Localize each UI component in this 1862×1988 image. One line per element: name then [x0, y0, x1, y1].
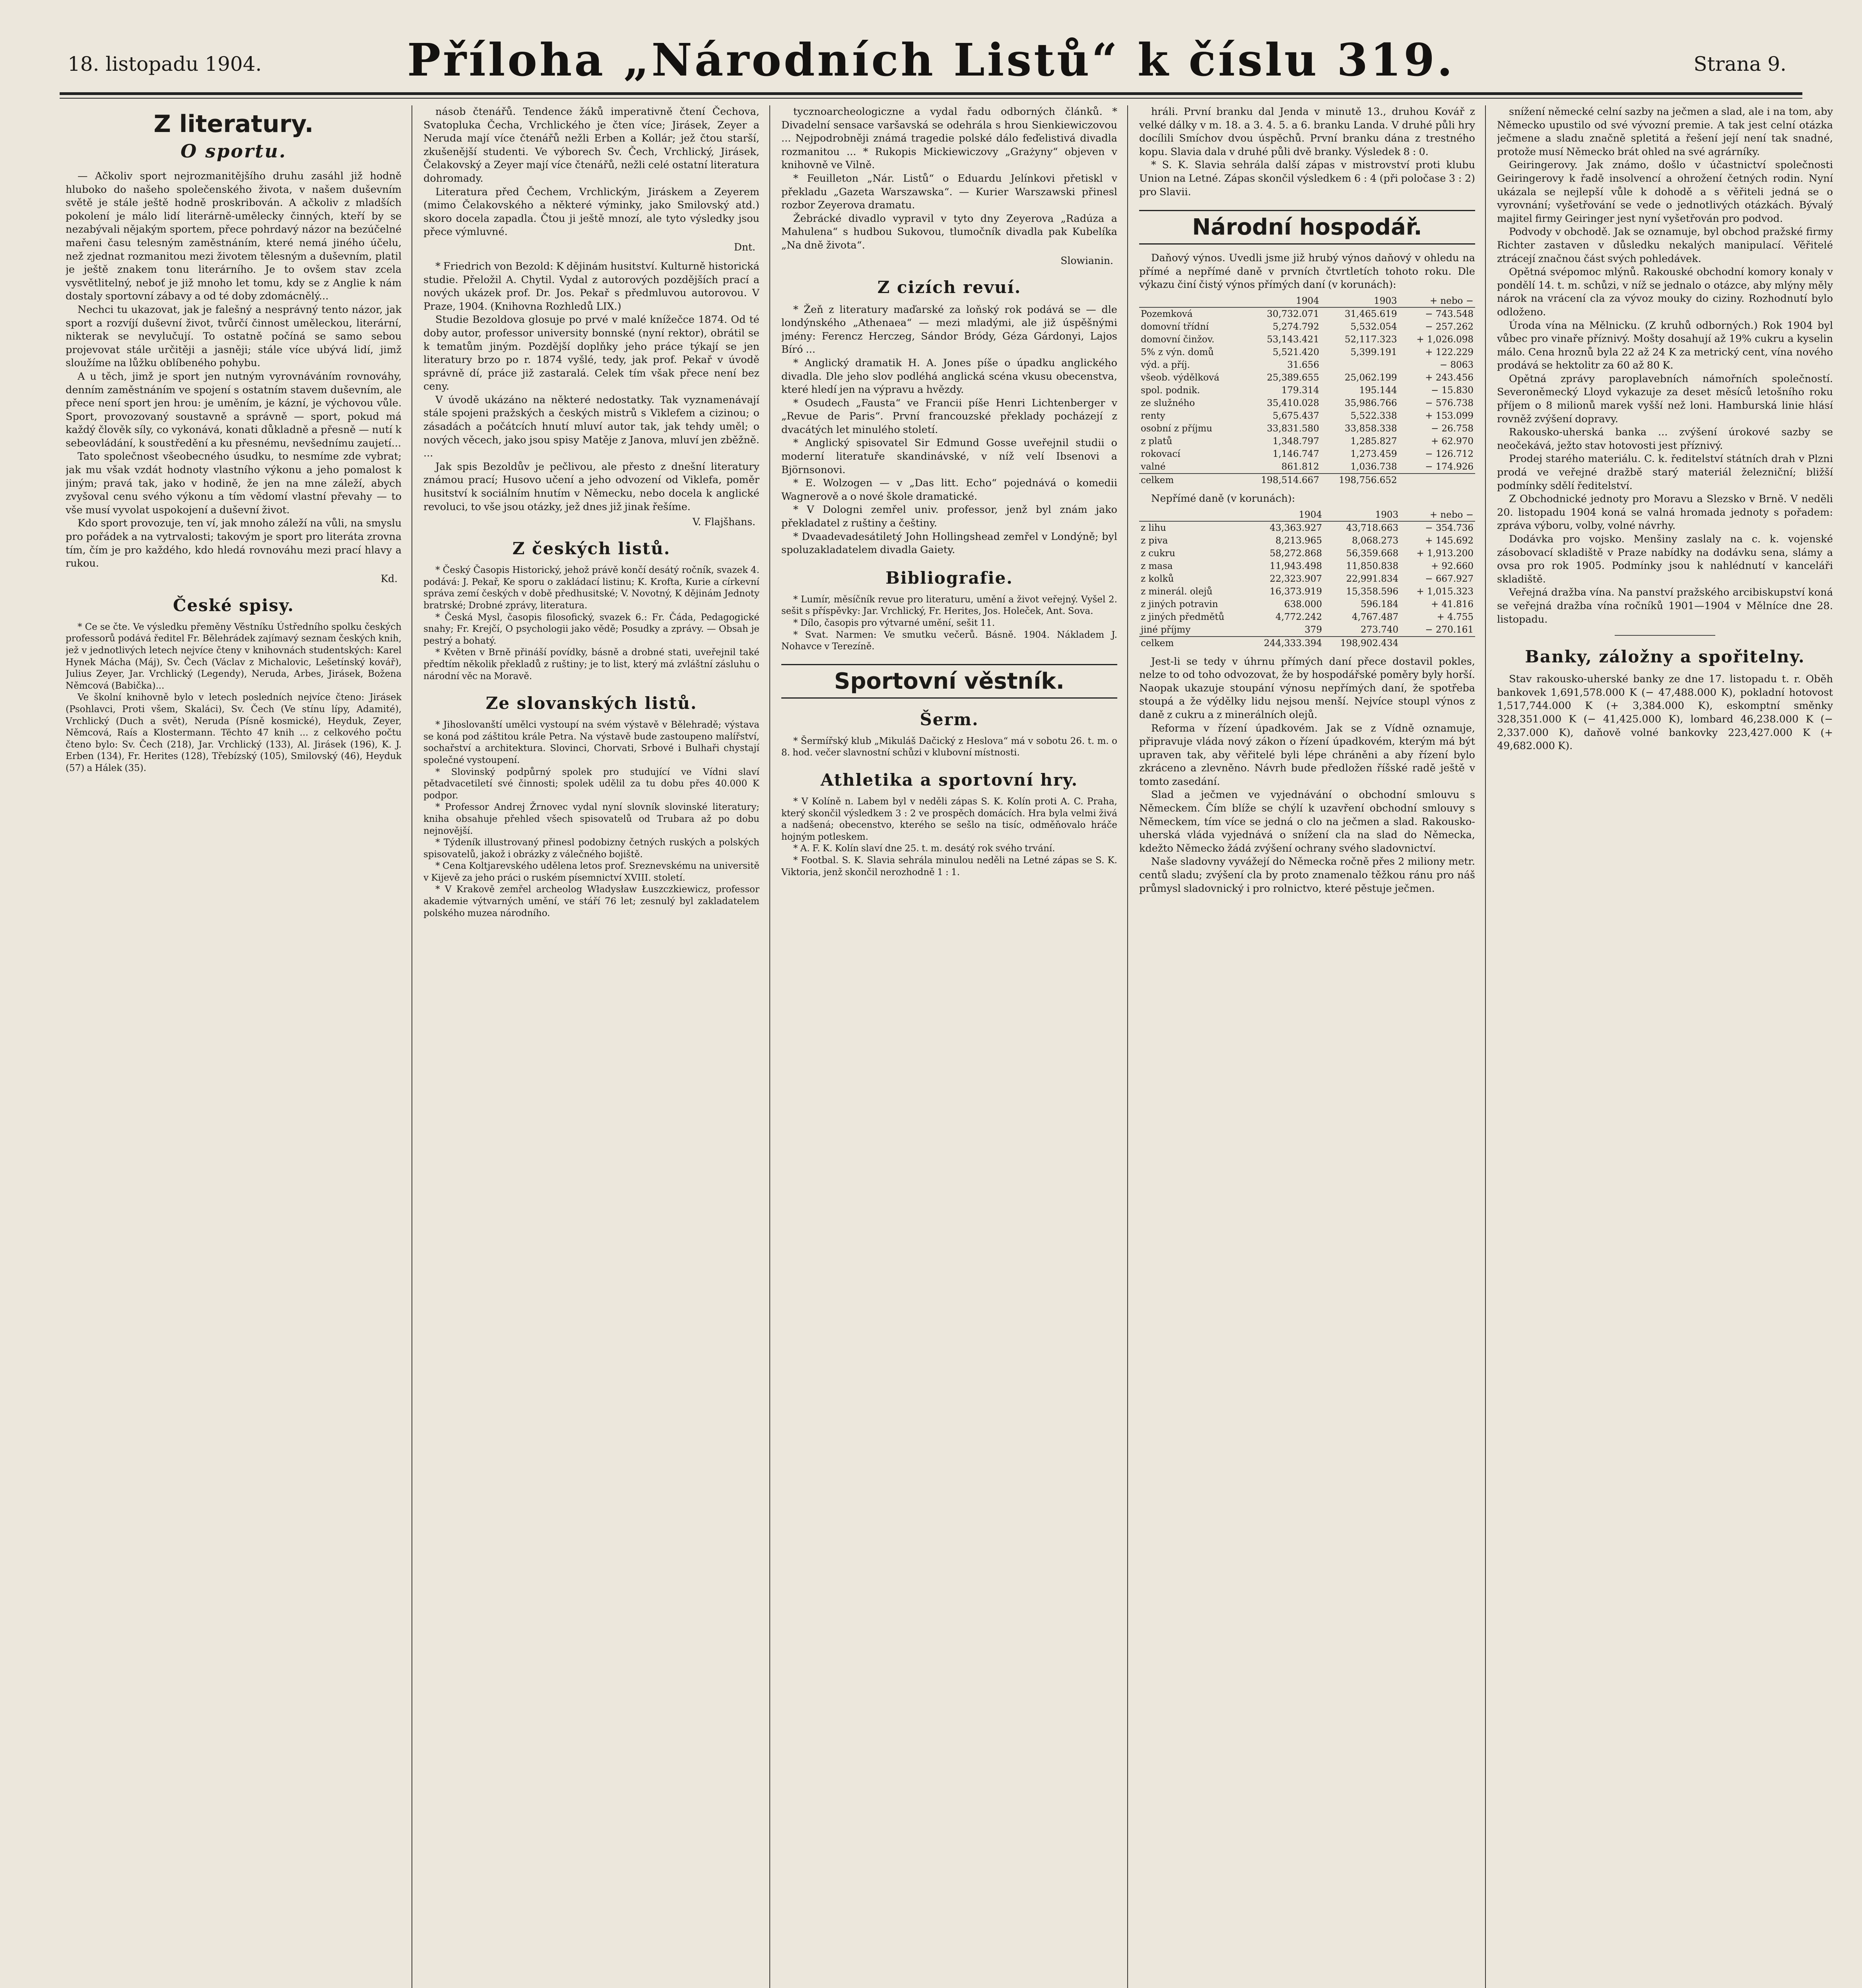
- column-header: + nebo −: [1400, 509, 1475, 521]
- article-text: — Ačkoliv sport nejrozmanitějšího druhu zasáhl již hodně hluboko do našeho společenského života, v našem duševním světě je stále ještě hodně proskribován. A ačkoliv z mladších pokolení je málo lidí literárně-umělecky činných, kteří by se nezabývali nějakým sportem, přece pohrdavý názor na bezúčelné mařeni času telesným zaměstnáním, které nemá jiného účelu, než zjednat rozmanitou mezi životem tělesným a duševním, platil je ještě znakem tonu literárního. Je to ovšem stav zcela vysvětlitelný, neboť je již mnoho let tomu, kdy se z Anglie k nám dostaly sportovní zábavy a od té doby zdomácnělý...: [66, 170, 402, 303]
- article-text: * Český Časopis Historický, jehož právě končí desátý ročník, svazek 4. podává: J. Pekař, Ke sporu o zakládací listinu; K. Krofta, Kurie a církevní správa zemí českých v době předhusitské; V. Novotný, K dějinám Jednoty bratrské; Drobné zprávy, literatura.: [423, 565, 759, 611]
- table-cell: + 1,015.323: [1416, 586, 1474, 597]
- article-text: Daňový výnos. Uvedli jsme již hrubý výnos daňový v ohledu na přímé a nepřímé daně v prvních čtvrtletích tohoto roku. Dle výkazu činí čistý výnos přímých daní (v korunách):: [1139, 252, 1475, 291]
- section-heading: Bibliografie.: [885, 568, 1013, 588]
- author-signature: Kd.: [381, 573, 398, 584]
- table-cell: renty: [1141, 410, 1165, 421]
- table-cell: 31.656: [1287, 359, 1319, 370]
- table-cell: Pozemková: [1141, 309, 1193, 319]
- table-row: [1139, 585, 1475, 598]
- table-cell: [1400, 637, 1475, 650]
- table-cell: 53,143.421: [1267, 334, 1319, 345]
- article-text: * Týdeník illustrovaný přinesl podobizny četných ruských a polských spisovatelů, jakož i obrázky z válečného bojiště.: [423, 837, 759, 860]
- table-cell: 31,465.619: [1344, 309, 1397, 319]
- article-text: Veřejná dražba vína. Na panství pražského arcibiskupství koná se veřejná dražba vína ročníků 1901—1904 v Mělníce dne 28. listopadu.: [1497, 586, 1833, 625]
- table-cell: 33,831.580: [1267, 423, 1319, 434]
- subsection-heading: Athletika a sportovní hry.: [820, 770, 1078, 790]
- table-cell: 5,521.420: [1272, 347, 1319, 357]
- table-cell: z jiných potravin: [1141, 599, 1218, 610]
- table-cell: 8,068.273: [1352, 535, 1399, 546]
- article-text: Žebrácké divadlo vypravil v tyto dny Zeyerova „Radúza a Mahulena“ s hudbou Sukovou, tlumočník divadla pak Kubelíka „Na dně života“.: [781, 212, 1117, 251]
- page-number: Strana 9.: [1693, 52, 1786, 76]
- article-text: * Friedrich von Bezold: K dějinám husitství. Kulturně historická studie. Přeložil A. Chytil. Vydal z autorových pozdějších prací a nových ukázek prof. Dr. Jos. Pekař s předmluvou autorovou. V Praze, 1904. (Knihovna Rozhledů LIX.): [423, 260, 759, 313]
- table-cell: 195.144: [1359, 385, 1397, 396]
- table-row: [1139, 637, 1475, 650]
- column-separator: [769, 105, 770, 1988]
- article-text: Kdo sport provozuje, ten ví, jak mnoho záleží na vůli, na smyslu pro pořádek a na vytrvalosti; takovým je sport pro literáta zrovna tím, čím je pro každého, kdo hledá rovnováhu mezi prací hlavy a rukou.: [66, 517, 402, 570]
- table-row: [1139, 435, 1475, 448]
- article-text: * Dílo, časopis pro výtvarné umění, sešit 11.: [793, 618, 995, 628]
- table-row: [1139, 384, 1475, 397]
- article-text: * Svat. Narmen: Ve smutku večerů. Básně. 1904. Nákladem J. Nohavce v Terezíně.: [781, 629, 1117, 652]
- column-header: 1903: [1321, 295, 1399, 307]
- table-row: [1139, 333, 1475, 346]
- table-cell: 638.000: [1284, 599, 1322, 610]
- table-cell: z minerál. olejů: [1141, 586, 1213, 597]
- table-header-row: [1139, 509, 1475, 521]
- article-text: Nepřímé daně (v korunách):: [1151, 492, 1295, 505]
- article-text: * Footbal. S. K. Slavia sehrála minulou neděli na Letné zápas se S. K. Viktoria, jenž skončil nerozhodně 1 : 1.: [781, 855, 1117, 878]
- table-row: [1139, 359, 1475, 371]
- article-text: * Feuilleton „Nár. Listů“ o Eduardu Jelínkovi přetiskl v překladu „Gazeta Warszawska“. — Kurier Warszawski přinesl rozbor Zeyerova dramatu.: [781, 172, 1117, 212]
- table-cell: domovní činžov.: [1141, 334, 1215, 345]
- divider: [1615, 635, 1716, 636]
- article-text: násob čtenářů. Tendence žáků imperativně čtení Čechova, Svatopluka Čecha, Vrchlického je čten více; Jirásek, Zeyer a Neruda mají více čtenářů nežli Erben a Kollár; jež čtou starší, zkušenější studenti. Ve výborech Sv. Čech, Vrchlický, Jirásek, Čelakovský a Zeyer mají více čtenářů, nežli celé ostatní literatura dohromady.: [423, 106, 759, 184]
- table-cell: 43,718.663: [1346, 522, 1399, 533]
- table-cell: 11,850.838: [1346, 561, 1399, 571]
- table-cell: 25,062.199: [1344, 372, 1397, 383]
- table-row: [1139, 611, 1475, 623]
- table-row: [1139, 410, 1475, 422]
- article-text: * Anglický spisovatel Sir Edmund Gosse uveřejnil studii o moderní literatuře skandinávské, v níž velí Ibsenovi a Björnsonovi.: [781, 437, 1117, 476]
- article-text: * V Kolíně n. Labem byl v neděli zápas S. K. Kolín proti A. C. Praha, který skončil výsledkem 3 : 2 ve prospěch domácích. Hra byla velmi živá a nadšená; obecenstvo, kterého se sešlo na tisíc, odměňovalo hráče hojným potleskem.: [781, 796, 1117, 842]
- table-row: [1139, 320, 1475, 333]
- author-signature: V. Flajšhans.: [692, 516, 755, 528]
- column-3: [781, 105, 1117, 1988]
- table-cell: + 92.660: [1431, 561, 1474, 571]
- article-text: Nechci tu ukazovat, jak je falešný a nesprávný tento názor, jak sport a rozvíjí duševní život, tvůrčí činnost uměleckou, literární, nikterak se nevylučují. To ostatně počíná se samo sebou projevovat stále určitěji a jasněji; stále více ubývá lidí, jimž sloužíme na lůžku oblíbeného pohybu.: [66, 303, 402, 369]
- table-cell: 4,767.487: [1352, 612, 1399, 622]
- article-text: snížení německé celní sazby na ječmen a slad, ale i na tom, aby Německo upustilo od své vývozní premie. A tak jest celní otázka ječmene a sladu značně spletitá a řešení její není tak snadné, protože musí Německo brát ohled na své agrárníky.: [1497, 106, 1833, 158]
- article-text: Úroda vína na Mělnicku. (Z kruhů odborných.) Rok 1904 byl vůbec pro vinaře příznivý. Mošty dosahují až 19% cukru a kyselin málo. Cena hroznů byla 22 až 24 K za metrický cent, vína nového prodává se hektolitr za 60 až 80 K.: [1497, 319, 1833, 372]
- table-cell: − 174.926: [1425, 461, 1474, 472]
- article-text: * Dvaadevadesátiletý John Hollingshead zemřel v Londýně; byl spoluzakladatelem divadla Gaiety.: [781, 530, 1117, 556]
- table-row: [1139, 534, 1475, 547]
- article-text: * S. K. Slavia sehrála další zápas v mistrovství proti klubu Union na Letné. Zápas skončil výsledkem 6 : 4 (při poločase 3 : 2) pro Slavii.: [1139, 159, 1475, 198]
- table-cell: z piva: [1141, 535, 1168, 546]
- table-row: [1139, 397, 1475, 410]
- column-separator: [1485, 105, 1486, 1988]
- article-text: Z Obchodnické jednoty pro Moravu a Slezsko v Brně. V neděli 20. listopadu 1904 koná se valná hromada jednoty s pořadem: zpráva výboru, volby, volné návrhy.: [1497, 493, 1833, 532]
- table-cell: 1,273.459: [1350, 448, 1397, 459]
- column-separator: [1127, 105, 1128, 1988]
- table-row: [1139, 460, 1475, 474]
- article-text: Naše sladovny vyvážejí do Německa ročně přes 2 miliony metr. centů sladu; zvýšení cla by proto znamenalo těžkou ránu pro náš průmysl sladovnický i pro rolnictvo, které pěstuje ječmen.: [1139, 856, 1475, 895]
- article-text: V úvodě ukázáno na některé nedostatky. Tak vyznamenávají stále spojeni pražských a českých mistrů s Viklefem a cizinou; o zásadách a počátcích hnutí mluví autor tak, jak tehdy uměl; o nových věcech, jako jsou spisy Matěje z Janova, mluví jen zběžně. ...: [423, 394, 759, 460]
- column-1: [66, 105, 402, 1988]
- table-cell: z platů: [1141, 436, 1173, 447]
- table-cell: 596.184: [1361, 599, 1399, 610]
- table-cell: 52,117.323: [1344, 334, 1397, 345]
- article-text: Dodávka pro vojsko. Menšiny zaslaly na c. k. vojenské zásobovací skladiště v Praze nabídky na dodávku sena, slámy a ovsa pro rok 1905. Podmínky jsou k nahlédnutí v kanceláři skladiště.: [1497, 533, 1833, 585]
- table-cell: + 243.456: [1425, 372, 1474, 383]
- table-cell: 1,146.747: [1272, 448, 1319, 459]
- table-cell: 58,272.868: [1270, 548, 1322, 559]
- article-text: * Česká Mysl, časopis filosofický, svazek 6.: Fr. Čáda, Pedagogické snahy; Fr. Krejčí, O psychologii jako vědě; Posudky a zprávy. — Obsah je pestrý a bohatý.: [423, 612, 759, 646]
- section-heading-boxed: Národní hospodář.: [1139, 210, 1475, 245]
- table-cell: + 145.692: [1425, 535, 1474, 546]
- article-text: Prodej starého materiálu. C. k. ředitelství státních drah v Plzni prodá ve veřejné dražbě starý materiál železniční; bližší podmínky sdělí ředitelství.: [1497, 453, 1833, 492]
- table-cell: 379: [1305, 624, 1322, 635]
- table-cell: 5,675.437: [1272, 410, 1319, 421]
- article-text: * Slovinský podpůrný spolek pro studující ve Vídni slaví pětadvacetiletí své činnosti; spolek udělil za tu dobu přes 40.000 K podpor.: [423, 767, 759, 801]
- column-2: [423, 105, 759, 1988]
- article-text: Ve školní knihovně bylo v letech posledních nejvíce čteno: Jirásek (Psohlavci, Proti všem, Skaláci), Sv. Čech (Ve stínu lípy, Adamité), Vrchlický (Duch a svět), Neruda (Písně kosmické), Heyduk, Zeyer, Němcová, Raís a Klostermann. Těchto 47 knih ... z celkového počtu čteno bylo: Sv. Čech (218), Jar. Vrchlický (133), Al. Jirásek (196), K. J. Erben (134), Fr. Herites (128), Třebízský (105), Smilovský (46), Heyduk (57) a Hálek (35).: [66, 692, 402, 773]
- table-cell: 56,359.668: [1346, 548, 1399, 559]
- table-cell: − 26.758: [1431, 423, 1474, 434]
- table-cell: 25,389.655: [1267, 372, 1319, 383]
- masthead-rule: [60, 92, 1802, 95]
- table-cell: 5,399.191: [1350, 347, 1397, 357]
- table-cell: rokovací: [1141, 448, 1180, 459]
- table-cell: 179.314: [1281, 385, 1319, 396]
- table-cell: osobní z příjmu: [1141, 423, 1212, 434]
- table-cell: + 4.755: [1437, 612, 1474, 622]
- table-row: [1139, 521, 1475, 534]
- table-row: [1139, 422, 1475, 435]
- table-cell: − 667.927: [1425, 573, 1474, 584]
- column-4: [1139, 105, 1475, 1988]
- article-text: Stav rakousko-uherské banky ze dne 17. listopadu t. r. Oběh bankovek 1,691,578.000 K (− 47,488.000 K), pokladní hotovost 1,517,744.000 K (+ 3,384.000 K), eskomptní směnky 328,351.000 K (− 41,425.000 K), lombard 46,238.000 K (− 2,337.000 K), daňově volné bankovky 223,427.000 K (+ 49,682.000 K).: [1497, 673, 1833, 752]
- table-cell: 33,858.338: [1344, 423, 1397, 434]
- table-cell: + 1,913.200: [1416, 548, 1474, 559]
- table-cell: 11,943.498: [1270, 561, 1322, 571]
- article-text: * V Krakově zemřel archeolog Władysław Łuszczkiewicz, professor akademie výtvarných umění, ve stáří 76 let; zesnulý byl zakladatelem polského muzea národního.: [423, 884, 759, 918]
- column-header: 1903: [1324, 509, 1400, 521]
- table-cell: 15,358.596: [1346, 586, 1399, 597]
- direct-tax-table: [1139, 295, 1475, 487]
- section-heading: České spisy.: [173, 595, 295, 615]
- column-5: [1497, 105, 1833, 1988]
- table-cell: domovní třídní: [1141, 321, 1209, 332]
- table-row: [1139, 573, 1475, 585]
- table-cell: 1,348.797: [1272, 436, 1319, 447]
- article-text: Geiringerovy. Jak známo, došlo v účastnictví společnosti Geiringerovy k řadě insolvencí a ohrožení četných rodin. Nyní ukázala se nejlepší vůle k dohodě a s věřiteli jedná se o vyrovnání; vyšetřování se vede o jednotlivých otázkách. Bývalý majitel firmy Geiringer jest nyní vyšetřován pro podvod.: [1497, 159, 1833, 225]
- table-cell: 22,323.907: [1270, 573, 1322, 584]
- table-cell: 35,986.766: [1344, 398, 1397, 408]
- section-heading: Z literatury.: [153, 110, 314, 138]
- table-row: [1139, 560, 1475, 573]
- article-text: * Cena Koltjarevského udělena letos prof. Sreznevskému na universitě v Kijevě za jeho práci o ruském písemnictví XVIII. století.: [423, 861, 759, 883]
- issue-date: 18. listopadu 1904.: [68, 52, 262, 76]
- table-cell: celkem: [1139, 474, 1243, 487]
- table-cell: valné: [1141, 461, 1166, 472]
- article-text: * Osudech „Fausta“ ve Francii píše Henri Lichtenberger v „Revue de Paris“. První francouzské překlady pocházejí z dvacátých let minulého století.: [781, 397, 1117, 436]
- author-signature: Slowianin.: [1060, 254, 1113, 266]
- table-cell: + 122.229: [1425, 347, 1474, 357]
- article-text: Opětná zprávy paroplavebních námořních společností. Severoněmecký Lloyd vykazuje za deset měsíců letošního roku příjem o 8 milionů marek vyšší než loni. Hamburská linie hlásí rovněž zvýšení dopravy.: [1497, 373, 1833, 425]
- article-text: Literatura před Čechem, Vrchlickým, Jiráskem a Zeyerem (mimo Čelakovského a některé výminky, jako Smilovský atd.) skoro docela zapadla. Čtou ji ještě mnozí, ale tyto výsledky jsou přece výmluvné.: [423, 186, 759, 238]
- subsection-heading: Šerm.: [920, 709, 979, 729]
- article-text: Rakousko-uherská banka ... zvýšení úrokové sazby se neočekává, ježto stav hotovosti jest příznivý.: [1497, 426, 1833, 452]
- column-header: 1904: [1247, 509, 1324, 521]
- table-cell: − 126.712: [1425, 448, 1474, 459]
- author-signature: Dnt.: [734, 241, 755, 253]
- table-cell: − 270.161: [1425, 624, 1474, 635]
- table-cell: 16,373.919: [1270, 586, 1322, 597]
- table-cell: 22,991.834: [1346, 573, 1399, 584]
- table-cell: celkem: [1139, 637, 1247, 650]
- article-text: Jak spis Bezoldův je pečlivou, ale přesto z dnešní literatury známou prací; Husovo učení a jeho odvození od Viklefa, poměr husitství k sociálním hnutím v Německu, nebo docela k anglické revoluci, to vše jsou otázky, jež dnes již jinak řešíme.: [423, 460, 759, 513]
- article-text: * Jihoslovanští umělci vystoupí na svém výstavě v Bělehradě; výstava se koná pod záštitou krále Petra. Na výstavě bude zastoupeno malířství, sochařství a architektura. Slovinci, Chorvati, Srbové i Bulhaři chystají společné vystoupení.: [423, 720, 759, 765]
- table-cell: − 257.262: [1425, 321, 1474, 332]
- table-row: [1139, 598, 1475, 611]
- table-cell: 244,333.394: [1247, 637, 1324, 650]
- table-cell: z masa: [1141, 561, 1173, 571]
- column-header: [1139, 509, 1247, 521]
- section-heading: Z cizích revuí.: [877, 277, 1021, 297]
- table-cell: 273.740: [1361, 624, 1399, 635]
- table-cell: − 743.548: [1425, 309, 1474, 319]
- table-cell: − 15.830: [1431, 385, 1474, 396]
- article-text: * A. F. K. Kolín slaví dne 25. t. m. desátý rok svého trvání.: [793, 843, 1055, 854]
- column-header: 1904: [1243, 295, 1321, 307]
- table-cell: z lihu: [1141, 522, 1166, 533]
- table-cell: + 62.970: [1431, 436, 1474, 447]
- table-row: [1139, 623, 1475, 637]
- table-cell: 198,902.434: [1324, 637, 1400, 650]
- table-cell: 5% z výn. domů: [1141, 347, 1214, 357]
- article-text: * Lumír, měsíčník revue pro literaturu, umění a život veřejný. Vyšel 2. sešit s příspěvky: Jar. Vrchlický, Fr. Herites, Jos. Holeček, Ant. Sova.: [781, 594, 1117, 617]
- supplement-title: Příloha „Národních Listů“ k číslu 319.: [407, 34, 1455, 86]
- table-cell: 1,285.827: [1350, 436, 1397, 447]
- article-text: tycznoarcheologiczne a vydal řadu odborných článků. * Divadelní sensace varšavská se odehrála s hrou Sienkiewiczovou ... Nejpodrobněji známá tragedie polské dálo feďelistivá divadla rozmanitou ... * Rukopis Mickiewiczovy „Grażyny“ objeven v knihovně ve Vilně.: [781, 106, 1117, 171]
- table-cell: 1,036.738: [1350, 461, 1397, 472]
- table-cell: 35,410.028: [1267, 398, 1319, 408]
- table-cell: + 153.099: [1425, 410, 1474, 421]
- table-cell: jiné příjmy: [1141, 624, 1191, 635]
- article-text: * Květen v Brně přináší povídky, básně a drobné stati, uveřejnil také předtím několik překladů z ruštiny; je to list, který má zvláštní zásluhu o národní věc na Moravě.: [423, 647, 759, 681]
- article-text: Jest-li se tedy v úhrnu přímých daní přece dostavil pokles, nelze to od toho odvozovat, že by hospodářské poměry byly horší. Naopak ukazuje stoupání výnosu nepřímých daní, že spotřeba stoupá a že výdělky lidu nejsou menší. Nejvíce stoupl výnos z daně z cukru a z minerálních olejů.: [1139, 655, 1475, 721]
- table-cell: z jiných předmětů: [1141, 612, 1225, 622]
- article-text: hráli. První branku dal Jenda v minutě 13., druhou Kovář z velké dálky v m. 18. a 3. 4. 5. a 6. branku Landa. V druhé půli hry docílili Smíchov dvou úspěchů. První branku dána z trestného kopu. Slavia dala v druhé půli dvě branky. Výsledek 8 : 0.: [1139, 106, 1475, 158]
- table-cell: − 576.738: [1425, 398, 1474, 408]
- table-row: [1139, 448, 1475, 460]
- masthead-rule-thin: [60, 98, 1802, 99]
- section-heading: Banky, záložny a spořitelny.: [1525, 647, 1805, 667]
- article-text: Podvody v obchodě. Jak se oznamuje, byl obchod pražské firmy Richter zastaven v důsledku nekalých manipulací. Věřitelé ztrácejí značnou část svých pohledávek.: [1497, 226, 1833, 265]
- table-cell: 5,532.054: [1350, 321, 1397, 332]
- table-cell: [1399, 474, 1475, 487]
- table-cell: 5,522.338: [1350, 410, 1397, 421]
- article-text: Studie Bezoldova glosuje po prvé v malé knížečce 1874. Od té doby autor, professor university bonnské (nyní rektor), obrátil se k tematům jiným. Pozdější doplňky jeho práce týkají se jen literatury brzo po r. 1874 vyšlé, tedy, jak prof. Pekař v úvodě správně dí, práce již zastaralá. Celek tím však přece není bez ceny.: [423, 314, 759, 393]
- table-cell: 198,514.667: [1243, 474, 1321, 487]
- table-cell: všeob. výdělková: [1141, 372, 1219, 383]
- table-cell: ze služného: [1141, 398, 1195, 408]
- table-row: [1139, 474, 1475, 487]
- table-cell: 8,213.965: [1275, 535, 1322, 546]
- table-cell: 5,274.792: [1272, 321, 1319, 332]
- table-cell: z cukru: [1141, 548, 1175, 559]
- table-cell: spol. podnik.: [1141, 385, 1200, 396]
- article-text: * Žeň z literatury maďarské za loňský rok podává se — dle londýnského „Athenaea“ — mezi mladými, ale již úspěšnými jmény: Ferencz Herczeg, Sándor Bródy, Géza Gárdonyi, Lajos Bíró ...: [781, 303, 1117, 356]
- article-text: Slad a ječmen ve vyjednávání o obchodní smlouvu s Německem. Čím blíže se chýlí k uzavření obchodní smlouvy s Německem, tím více se jedná o clo na ječmen a slad. Rakousko-uherská vláda vyjednává o snížení cla na slad do Německa, kdežto Německo žádá zvýšení ochrany svého sladovnictví.: [1139, 789, 1475, 854]
- article-text: Reforma v řízení úpadkovém. Jak se z Vídně oznamuje, připravuje vláda nový zákon o řízení úpadkovém, kterým má být upraven tak, aby věřitelé byli lépe chráněni a aby řízení bylo zkráceno a zlevněno. Návrh bude předložen říšské radě ještě v tomto zasedání.: [1139, 722, 1475, 788]
- table-row: [1139, 307, 1475, 320]
- article-text: * E. Wolzogen — v „Das litt. Echo“ pojednává o komedii Wagnerově a o nové škole dramatické.: [781, 477, 1117, 503]
- table-cell: + 1,026.098: [1416, 334, 1474, 345]
- table-cell: 30,732.071: [1267, 309, 1319, 319]
- column-header: + nebo −: [1399, 295, 1475, 307]
- table-cell: − 354.736: [1425, 522, 1474, 533]
- section-heading: Ze slovanských listů.: [485, 693, 697, 713]
- section-heading: Z českých listů.: [512, 539, 671, 559]
- article-heading: O sportu.: [181, 140, 287, 162]
- article-text: Tato společnost všeobecného úsudku, to nesmíme zde vybrat; jak mu však vzdát hodnoty vlastního výkonu a jeho pomalost k jiným; pravá tak, jako v hodině, že jen na mne záleží, abych zvyšoval cenu svého výkonu a tím vědomí vlastní převahy — to vše musí vyvolat uspokojení a duševní život.: [66, 450, 402, 516]
- table-row: [1139, 547, 1475, 560]
- table-cell: 4,772.242: [1275, 612, 1322, 622]
- section-heading-boxed: Sportovní věstník.: [781, 664, 1117, 699]
- article-text: A u těch, jimž je sport jen nutným vyrovnáváním rovnováhy, denním zaměstnáním ve spojení s ostatním stavem duševním, ale přece není sport jen hrou: je uměním, je kázní, je výchovou vůle. Sport, provozovaný soustavně a správně — sport, pokud má každý člověk síly, co vykonává, konati důkladně a přesně — nutí k sebeovládání, k soustředění a ku přesnému, nevšednímu zaujetí...: [66, 370, 402, 449]
- table-header-row: [1139, 295, 1475, 307]
- article-text: * Šermířský klub „Mikuláš Dačický z Heslova“ má v sobotu 26. t. m. o 8. hod. večer slavnostní schůzi v klubovní místnosti.: [781, 736, 1117, 758]
- article-text: Opětná svépomoc mlýnů. Rakouské obchodní komory konaly v pondělí 14. t. m. schůzi, v níž se jednalo o otázce, aby mlýny měly nárok na vrácení cla za vývoz mouky do ciziny. Rozhodnutí bylo odloženo.: [1497, 266, 1833, 318]
- table-cell: 198,756.652: [1321, 474, 1399, 487]
- table-cell: − 8063: [1439, 359, 1474, 370]
- table-cell: 861.812: [1281, 461, 1319, 472]
- article-text: * Anglický dramatik H. A. Jones píše o úpadku anglického divadla. Dle jeho slov podléhá anglická scéna vkusu obecenstva, které hledí jen na výpravu a hvězdy.: [781, 357, 1117, 396]
- table-cell: + 41.816: [1431, 599, 1474, 610]
- masthead: [60, 32, 1802, 91]
- table-cell: 43,363.927: [1270, 522, 1322, 533]
- article-text: * Ce se čte. Ve výsledku přeměny Věstníku Ústředního spolku českých professorů podává ředitel Fr. Bělehrádek zajímavý seznam českých knih, jež v jednotlivých letech nejvíce čteny v knihovnách studentských: Karel Hynek Mácha (Máj), Sv. Čech (Václav z Michalovic, Lešetínský kovář), Julius Zeyer, Jar. Vrchlický (Legendy), Neruda, Arbes, Jirásek, Božena Němcová (Babička)...: [66, 621, 402, 691]
- table-cell: [1321, 359, 1399, 371]
- column-header: [1139, 295, 1243, 307]
- table-cell: výd. a příj.: [1141, 359, 1190, 370]
- indirect-tax-table: [1139, 509, 1475, 650]
- article-text: * Professor Andrej Žrnovec vydal nyní slovník slovinské literatury; kniha obsahuje přehled všech spisovatelů od Trubara až po dobu nejnovější.: [423, 802, 759, 836]
- article-text: * V Dologni zemřel univ. professor, jenž byl znám jako překladatel z ruštiny a češtiny.: [781, 504, 1117, 530]
- table-cell: z kolků: [1141, 573, 1174, 584]
- table-row: [1139, 371, 1475, 384]
- table-row: [1139, 346, 1475, 359]
